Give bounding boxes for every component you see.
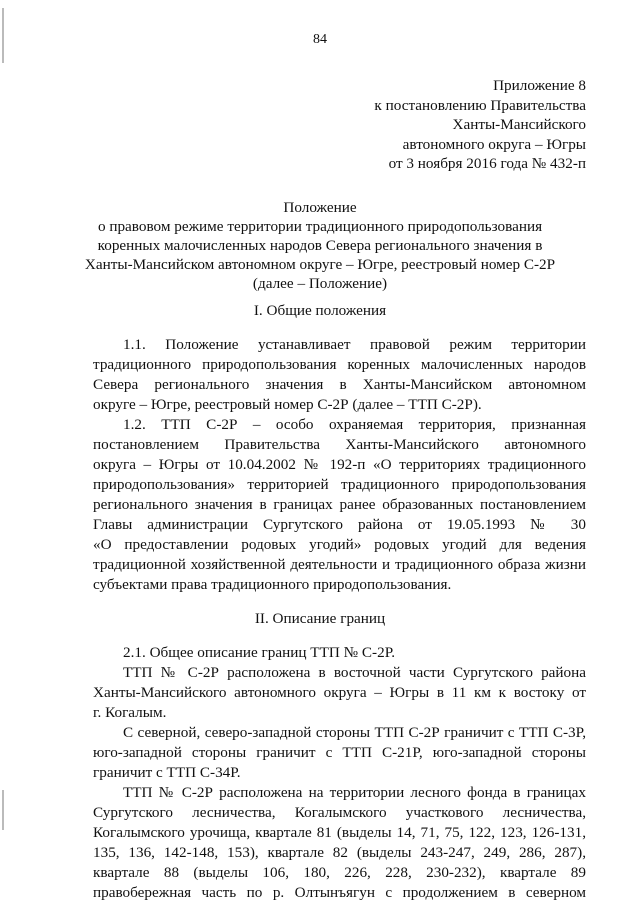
text-line: квартале 88 (выделы 106, 180, 226, 228, 230-232), квартале 89 [93, 864, 586, 881]
text-line: Ханты-Мансийского автономного округа – Югры в 11 км к востоку от [93, 684, 586, 701]
text-line: природопользования» территорией традиционного природопользования [93, 476, 586, 493]
text-line: правобережная часть по р. Олтынъягун с продолжением в северном [93, 884, 586, 901]
text-line: традиционной хозяйственной деятельности и традиционного образа жизни [93, 556, 586, 573]
appendix-line: автономного округа – Югры [402, 135, 586, 153]
text-line: граничит с ТТП С-34Р. [93, 764, 241, 781]
text-line: регионального значения в границах ранее образованных постановлением [93, 496, 586, 513]
appendix-line: от 3 ноября 2016 года № 432-п [388, 155, 586, 173]
text-line: постановлением Правительства Ханты-Мансийского автономного [93, 436, 586, 453]
text-line: субъектами права традиционного природопользования. [93, 576, 452, 593]
appendix-line: к постановлению Правительства [374, 96, 586, 114]
section-heading-boundaries: II. Описание границ [254, 610, 386, 627]
title-line: Ханты-Мансийском автономном округе – Югре, реестровый номер С-2Р [84, 256, 556, 273]
text-line: С северной, северо-западной стороны ТТП С-2Р граничит с ТТП С-3Р, [123, 724, 586, 741]
text-line: ТТП № С-2Р расположена на территории лесного фонда в границах [123, 784, 586, 801]
text-line: Севера регионального значения в Ханты-Мансийском автономном [93, 376, 586, 393]
text-line: традиционного природопользования коренных малочисленных народов [93, 356, 586, 373]
title-line: о правовом режиме территории традиционного природопользования [97, 218, 543, 235]
text-line: ТТП № С-2Р расположена в восточной части Сургутского района [123, 664, 586, 681]
text-line: 2.1. Общее описание границ ТТП № С-2Р. [123, 644, 396, 661]
text-line: Когалымского урочища, квартале 81 (выделы 14, 71, 75, 122, 123, 126-131, [93, 824, 586, 841]
document-title [0, 198, 640, 293]
text-line: округа – Югры от 10.04.2002 № 192-п «О территориях традиционного [93, 456, 586, 473]
text-line: юго-западной стороны граничит с ТТП С-21Р, юго-западной стороны [93, 744, 586, 761]
title-line: (далее – Положение) [252, 275, 388, 292]
text-line: Главы администрации Сургутского района от 19.05.1993 № 30 [93, 516, 586, 533]
binding-mark-bottom [2, 790, 4, 830]
text-line: Сургутского лесничества, Когалымского участкового лесничества, [93, 804, 586, 821]
section-heading-general: I. Общие положения [253, 302, 387, 319]
text-line: 1.1. Положение устанавливает правовой режим территории [123, 336, 586, 353]
text-line: 1.2. ТТП С-2Р – особо охраняемая территория, признанная [123, 416, 586, 433]
page-number: 84 [313, 32, 327, 47]
text-line: «О предоставлении родовых угодий» родовых угодий для ведения [93, 536, 586, 553]
title-line: Положение [283, 199, 357, 216]
appendix-line: Приложение 8 [493, 77, 586, 94]
title-line: коренных малочисленных народов Севера регионального значения в [97, 237, 543, 254]
appendix-line: Ханты-Мансийского [452, 116, 586, 134]
text-line: г. Когалым. [93, 704, 167, 721]
text-line: округе – Югре, реестровый номер С-2Р (далее – ТТП С-2Р). [93, 396, 482, 413]
text-line: 135, 136, 142-148, 153), квартале 82 (выделы 243-247, 249, 286, 287), [93, 844, 586, 861]
appendix-block [374, 76, 586, 174]
